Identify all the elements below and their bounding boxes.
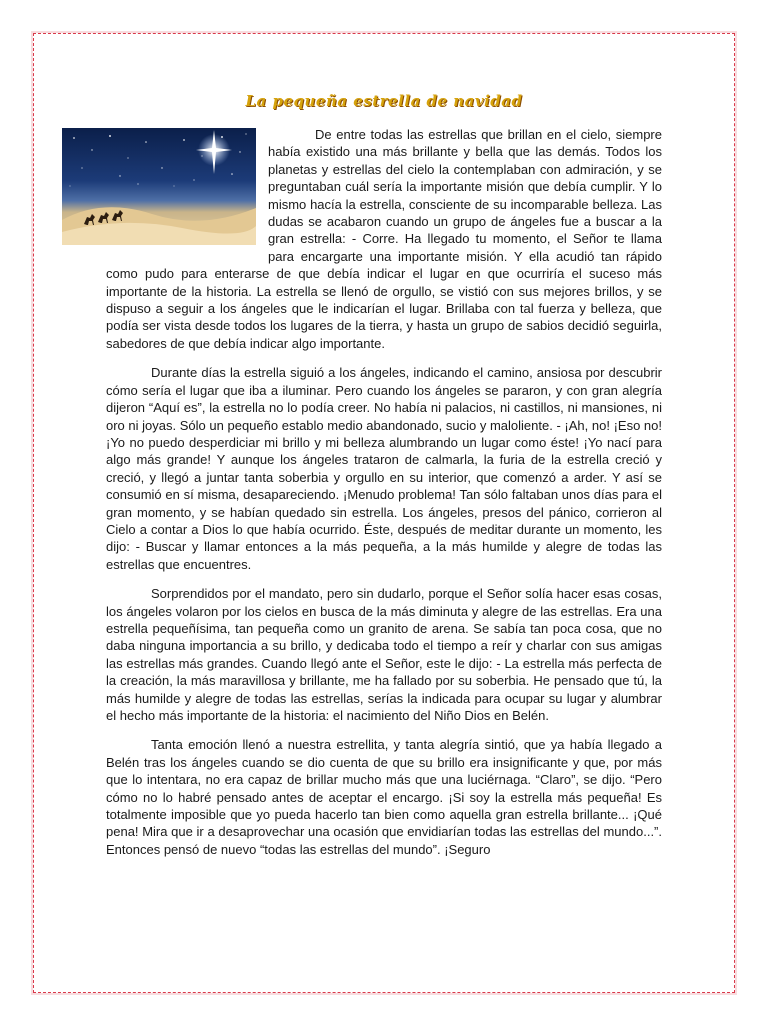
paragraph-3: Sorprendidos por el mandato, pero sin dudarlo, porque el Señor solía hacer esas cosas, los ángeles volaron por los cielos en busca de la más diminuta y alegre de las estrellas. Era una estrella pequeñísima, tan pequeña como un granito de arena. Se sabía tan poca cosa, que no daba ninguna importancia a su brillo, y dedicaba todo el tiempo a reír y charlar con sus amigas las estrellas más grandes. Cuando llegó ante el Señor, este le dijo: - La estrella más perfecta de la creación, la más maravillosa y brillante, me ha fallado por su soberbia. He pensado que tú, la más humilde y alegre de todas las estrellas, serías la indicada para ocupar su lugar y alumbrar el hecho más importante de la historia: el nacimiento del Niño Dios en Belén. [106,586,662,723]
paragraph-4: Tanta emoción llenó a nuestra estrellita, y tanta alegría sintió, que ya había llegado a Belén tras los ángeles cuando se dio cuenta de que su brillo era insignificante y que, por más que lo intentara, no era capaz de brillar mucho más que una luciérnaga. “Claro”, se dijo. “Pero cómo no lo habré pensado antes de aceptar el encargo. ¡Si soy la estrella más pequeña! Es totalmente imposible que yo pueda hacerlo tan bien como aquella gran estrella brillante... ¡Qué pena! Mira que ir a desaprovechar una ocasión que envidiarían todas las estrellas del mundo...”. Entonces pensó de nuevo “todas las estrellas del mundo”. ¡Seguro [106,737,662,857]
document-title: La pequeña estrella de navidad [245,92,523,110]
star-desert-image [62,128,256,245]
document-body [106,126,662,870]
paragraph-1-text: De entre todas las estrellas que brillan en el cielo, siempre había existido una más brillante y bella que las demás. Todos los planetas y estrellas del cielo la contemplaban con admiración, y se preguntaban cuál sería la importante misión que debía cumplir. Y lo mismo hacía la estrella, consciente de su incomparable belleza. Las dudas se acabaron cuando un grupo de ángeles fue a buscar a la gran estrella: - Corre. Ha llegado tu momento, el Señor te llama para encargarte una importante misión. Y ella acudió tan rápido como pudo para enterarse de que debía indicar el lugar en que ocurriría el suceso más importante de la historia. La estrella se llenó de orgullo, se vistió con sus mejores brillos, y se dispuso a seguir a los ángeles que le indicarían el lugar. Brillaba con tal fuerza y belleza, que podía ser vista desde todos los lugares de la tierra, y hasta un grupo de sabios decidió seguirla, sabedores de que debía indicar algo importante. [106,127,662,351]
paragraph-2: Durante días la estrella siguió a los ángeles, indicando el camino, ansiosa por descubrir cómo sería el lugar que iba a iluminar. Pero cuando los ángeles se pararon, y con gran alegría dijeron “Aquí es”, la estrella no lo podía creer. No había ni palacios, ni castillos, ni mansiones, ni oro ni joyas. Sólo un pequeño establo medio abandonado, sucio y maloliente. - ¡Ah, no! ¡Eso no! ¡Yo no puedo desperdiciar mi brillo y mi belleza alumbrando un lugar como éste! ¡Yo nací para algo más grande! Y aunque los ángeles trataron de calmarla, la furia de la estrella creció y creció, y llegó a juntar tanta soberbia y orgullo en su interior, que comenzó a arder. Y así se consumió en sí misma, desapareciendo. ¡Menudo problema! Tan sólo faltaban unos días para el gran momento, y se habían quedado sin estrella. Los ángeles, presos del pánico, corrieron al Cielo a contar a Dios lo que había ocurrido. Éste, después de meditar durante un momento, les dijo: - Buscar y llamar entonces a la más pequeña, a la más humilde y alegre de todas las estrellas que encuentres. [106,365,662,572]
paragraph-1 [106,126,662,352]
